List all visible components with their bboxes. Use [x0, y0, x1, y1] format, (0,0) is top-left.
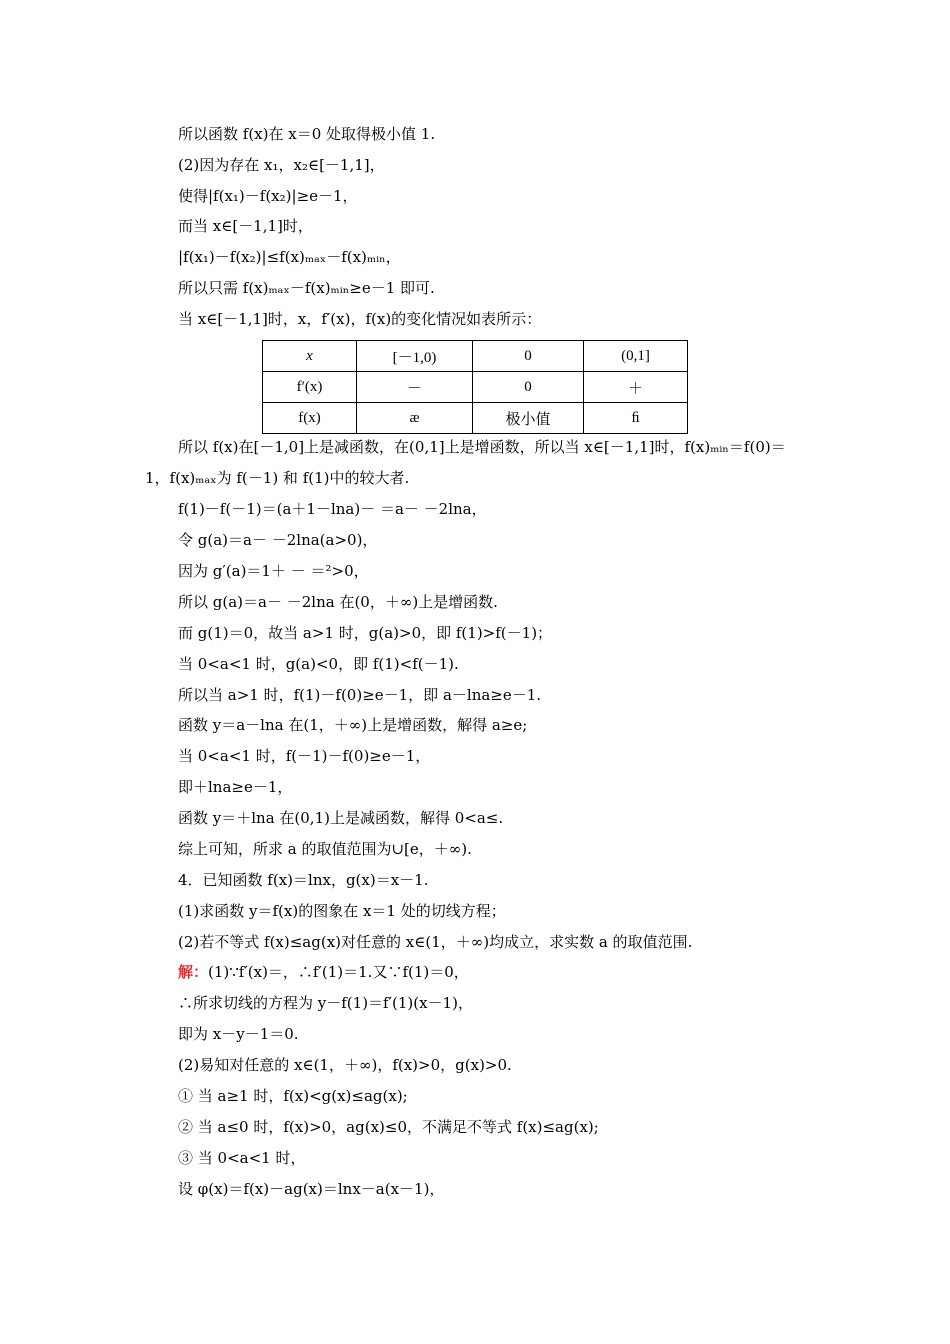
text-line: 使得|f(x₁)－f(x₂)|≥e－1，: [178, 187, 358, 205]
text-line: 而 g(1)＝0，故当 a>1 时，g(a)>0，即 f(1)>f(－1)；: [178, 624, 553, 642]
table-cell: (0,1]: [584, 341, 688, 372]
table-cell: 极小值: [473, 403, 584, 434]
table-row: [263, 403, 688, 434]
text-line: 当 x∈[－1,1]时，x，f′(x)，f(x)的变化情况如表所示：: [178, 310, 542, 328]
text-line: 1，f(x)ₘₐₓ为 f(－1) 和 f(1)中的较大者.: [145, 469, 410, 487]
text-line: 设 φ(x)＝f(x)－ag(x)＝lnx－a(x－1)，: [178, 1180, 445, 1198]
table-cell: [－1,0): [357, 341, 473, 372]
text-line: 即为 x－y－1＝0.: [178, 1025, 299, 1043]
table-cell: ﬁ: [584, 403, 688, 434]
text-line: 所以 f(x)在[－1,0]上是减函数，在(0,1]上是增函数，所以当 x∈[－1,1]时，f(x)ₘᵢₙ＝f(0)＝: [178, 438, 786, 456]
text-line: |f(x₁)－f(x₂)|≤f(x)ₘₐₓ－f(x)ₘᵢₙ，: [178, 248, 401, 266]
table-cell: ＋: [584, 372, 688, 403]
text-line: (2)若不等式 f(x)≤ag(x)对任意的 x∈(1，＋∞)均成立，求实数 a 的取值范围.: [178, 933, 693, 951]
text-line: 令 g(a)＝a－ －2lna(a>0)，: [178, 531, 378, 549]
table-cell: æ: [357, 403, 473, 434]
table-cell: 0: [473, 372, 584, 403]
variation-table: [262, 340, 688, 434]
solution-label: 解：: [178, 963, 209, 981]
text-line: 函数 y＝＋lna 在(0,1)上是减函数，解得 0<a≤.: [178, 809, 504, 827]
text-line: 当 0<a<1 时，f(－1)－f(0)≥e－1，: [178, 747, 431, 765]
text-line: 所以 g(a)＝a－ －2lna 在(0，＋∞)上是增函数.: [178, 593, 498, 611]
solution-text: (1)∵f′(x)＝，∴f′(1)＝1.又∵f(1)＝0，: [208, 963, 469, 981]
text-line: 所以当 a>1 时，f(1)－f(0)≥e－1，即 a－lna≥e－1.: [178, 686, 542, 704]
text-line: (2)因为存在 x₁，x₂∈[－1,1]，: [178, 156, 385, 174]
text-line: 综上可知，所求 a 的取值范围为∪[e，＋∞).: [178, 840, 472, 858]
table-cell: f(x): [263, 403, 357, 434]
text-line: (2)易知对任意的 x∈(1，＋∞)，f(x)>0，g(x)>0.: [178, 1056, 512, 1074]
table-cell: f′(x): [263, 372, 357, 403]
text-line: 所以只需 f(x)ₘₐₓ－f(x)ₘᵢₙ≥e－1 即可.: [178, 279, 435, 297]
text-line: 而当 x∈[－1,1]时，: [178, 217, 313, 235]
text-line: 当 0<a<1 时，g(a)<0，即 f(1)<f(－1).: [178, 655, 459, 673]
table-cell: －: [357, 372, 473, 403]
text-line: ③ 当 0<a<1 时，: [178, 1149, 306, 1167]
text-line: 函数 y＝a－lna 在(1，＋∞)上是增函数，解得 a≥e;: [178, 716, 528, 734]
text-line: 因为 g′(a)＝1＋ － ＝²>0，: [178, 562, 369, 580]
table-cell: x: [263, 341, 357, 372]
solution-line: [178, 962, 469, 982]
text-line: 4．已知函数 f(x)＝lnx，g(x)＝x－1.: [178, 871, 429, 889]
table-row: [263, 372, 688, 403]
text-line: ① 当 a≥1 时，f(x)<g(x)≤ag(x);: [178, 1087, 408, 1105]
text-line: 所以函数 f(x)在 x＝0 处取得极小值 1.: [178, 125, 436, 143]
table-cell: 0: [473, 341, 584, 372]
text-line: ∴所求切线的方程为 y－f(1)＝f′(1)(x－1)，: [178, 994, 473, 1012]
table-row: [263, 341, 688, 372]
text-line: (1)求函数 y＝f(x)的图象在 x＝1 处的切线方程；: [178, 902, 506, 920]
text-line: f(1)－f(－1)＝(a＋1－lna)－ ＝a－ －2lna，: [178, 500, 487, 518]
text-line: 即＋lna≥e－1，: [178, 778, 293, 796]
text-line: ② 当 a≤0 时，f(x)>0，ag(x)≤0，不满足不等式 f(x)≤ag(x);: [178, 1118, 599, 1136]
